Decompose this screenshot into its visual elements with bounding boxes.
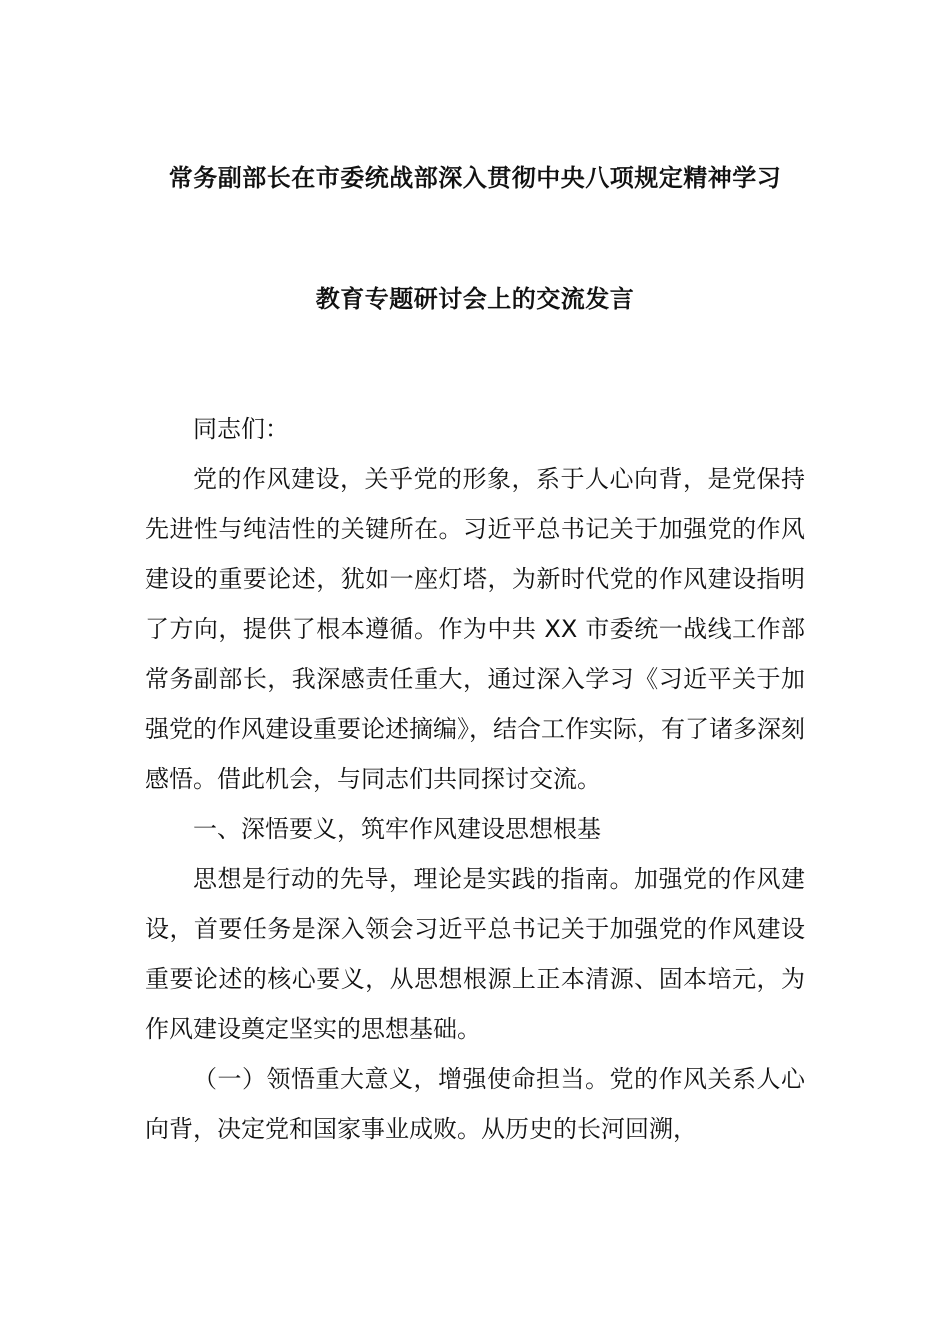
section-heading-1: 一、深悟要义，筑牢作风建设思想根基 — [193, 815, 601, 843]
document-body — [145, 404, 805, 1154]
document-title-line-1: 常务副部长在市委统战部深入贯彻中央八项规定精神学习 — [168, 164, 782, 192]
paragraph-section-1: 思想是行动的先导，理论是实践的指南。加强党的作风建设，首要任务是深入领会习近平总书记关于加强党的作风建设重要论述的核心要义，从思想根源上正本清源、固本培元，为作风建设奠定坚实的思想基础。 — [145, 865, 805, 1043]
paragraph-intro: 党的作风建设，关乎党的形象，系于人心向背，是党保持先进性与纯洁性的关键所在。习近平总书记关于加强党的作风建设的重要论述，犹如一座灯塔，为新时代党的作风建设指明了方向，提供了根本遵循。作为中共 XX 市委统一战线工作部常务副部长，我深感责任重大，通过深入学习《习近平关于加强党的作风建设重要论述摘编》，结合工作实际，有了诸多深刻感悟。借此机会，与同志们共同探讨交流。 — [145, 465, 805, 793]
greeting: 同志们： — [193, 415, 289, 443]
document-title-line-2: 教育专题研讨会上的交流发言 — [315, 285, 635, 313]
paragraph-subsection-1: （一）领悟重大意义，增强使命担当。党的作风关系人心向背，决定党和国家事业成败。从历史的长河回溯， — [145, 1065, 805, 1143]
